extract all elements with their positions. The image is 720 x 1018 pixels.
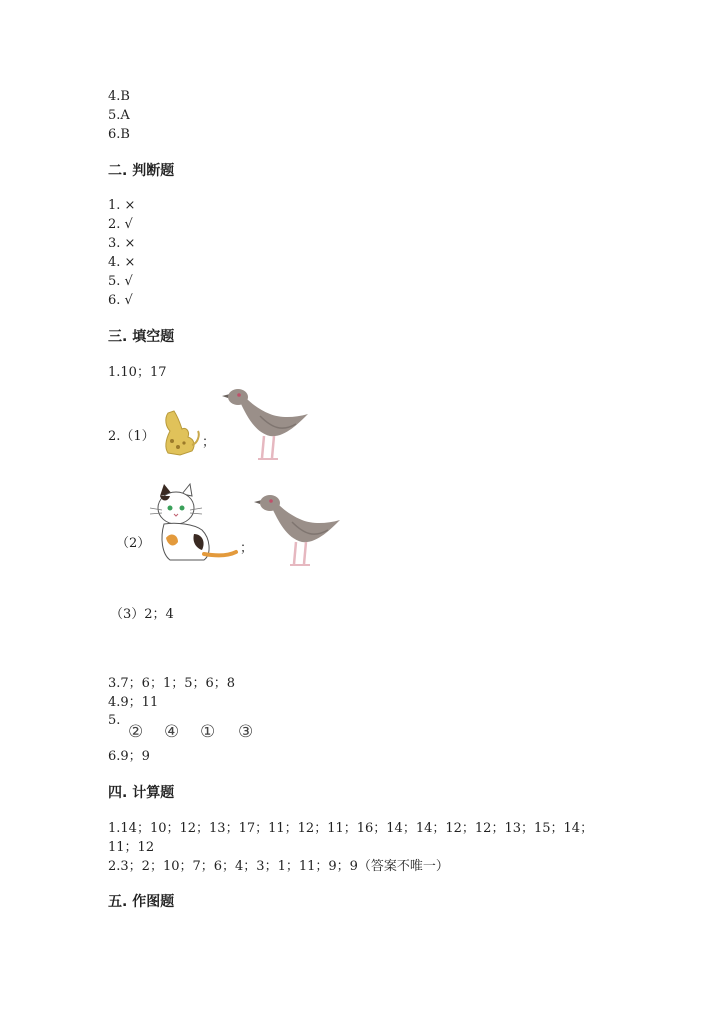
answer-line: 6.9；9 bbox=[108, 749, 150, 764]
answer-line: 2. √ bbox=[108, 217, 133, 232]
separator: ； bbox=[240, 541, 254, 556]
section-title-judgement: 二. 判断题 bbox=[108, 163, 175, 179]
separator: ； bbox=[202, 435, 216, 450]
circled-number: ① bbox=[200, 722, 216, 742]
answer-line: 4.B bbox=[108, 89, 130, 104]
answer-label: 2.（1） bbox=[108, 429, 155, 444]
cat-illustration bbox=[146, 482, 240, 564]
answer-line: 5.A bbox=[108, 108, 130, 123]
bird-illustration bbox=[220, 384, 312, 464]
answer-line: 6.B bbox=[108, 127, 130, 142]
circled-number: ③ bbox=[238, 722, 254, 742]
answer-line: 4.9；11 bbox=[108, 695, 159, 710]
answer-label: 5. bbox=[108, 713, 121, 728]
answer-line: 1.10；17 bbox=[108, 365, 167, 380]
answer-line: 3. × bbox=[108, 236, 136, 251]
answer-line: 2.3；2；10；7；6；4；3；1；11；9；9（答案不唯一） bbox=[108, 859, 449, 874]
section-title-calculation: 四. 计算题 bbox=[108, 785, 175, 801]
answer-line: 4. × bbox=[108, 255, 136, 270]
answer-line: 11；12 bbox=[108, 840, 155, 855]
section-title-fill-blank: 三. 填空题 bbox=[108, 329, 175, 345]
answer-line: 5. √ bbox=[108, 274, 133, 289]
section-title-drawing: 五. 作图题 bbox=[108, 894, 175, 910]
answer-line: 1. × bbox=[108, 198, 136, 213]
answer-line: 1.14；10；12；13；17；11；12；11；16；14；14；12；12；13；15；14； bbox=[108, 821, 594, 836]
answer-line: 3.7；6；1；5；6；8 bbox=[108, 676, 236, 691]
answer-line: 6. √ bbox=[108, 293, 133, 308]
dog-illustration bbox=[158, 405, 202, 459]
answer-line: （3）2；4 bbox=[110, 607, 174, 622]
bird-illustration bbox=[252, 490, 344, 570]
answer-label: （2） bbox=[116, 536, 151, 551]
circled-number: ④ bbox=[164, 722, 180, 742]
circled-number: ② bbox=[128, 722, 144, 742]
